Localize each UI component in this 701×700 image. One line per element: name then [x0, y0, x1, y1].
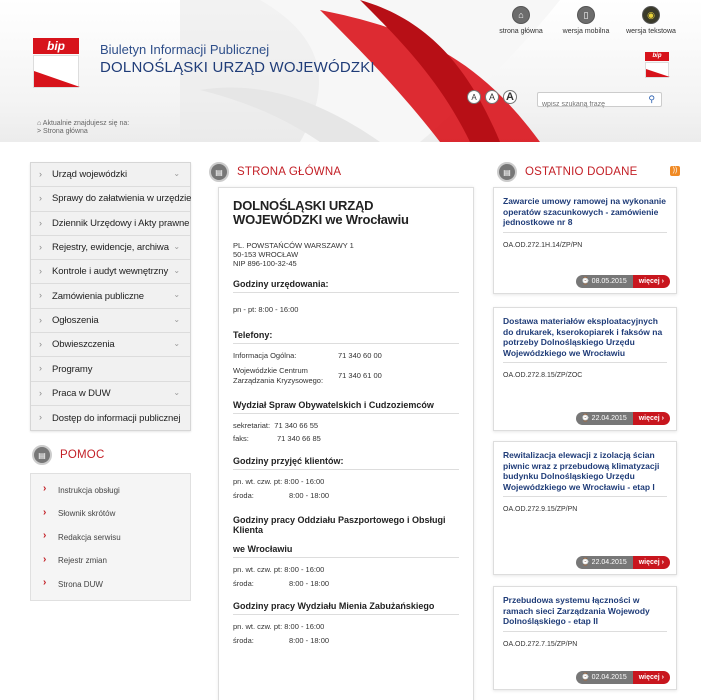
zab-title: Godziny pracy Wydziału Mienia Zabużańskiego [233, 601, 459, 615]
more-button[interactable]: więcej › [633, 556, 670, 569]
chevron-right-icon: › [39, 387, 42, 398]
home-section-icon: ▤ [209, 162, 229, 182]
dept-fax: faks: 71 340 66 85 [233, 434, 321, 443]
home-icon: ⌂ [512, 6, 530, 24]
chevron-down-icon: ⌄ [173, 241, 180, 251]
text-version-link[interactable] [621, 6, 681, 35]
recent-card-signature: OA.OD.272.9.15/ZP/PN [503, 506, 578, 513]
nav-item-kontrole[interactable]: › Kontrole i audyt wewnętrzny ⌄ [31, 260, 190, 284]
home-small-icon: ⌂ [37, 120, 43, 127]
main-nav [30, 162, 191, 431]
font-large-button[interactable]: A [503, 90, 517, 104]
header [0, 0, 701, 142]
home-link-label: strona główna [499, 28, 543, 35]
recent-card-signature: OA.OD.272.1H.14/ZP/PN [503, 241, 583, 249]
recent-section-icon: ▤ [497, 162, 517, 182]
help-item-strona-duw[interactable]: › Strona DUW [43, 577, 103, 589]
nav-item-obwieszczenia[interactable]: › Obwieszczenia ⌄ [31, 333, 190, 357]
breadcrumb-label: Aktualnie znajdujesz się na: [42, 120, 130, 127]
chevron-down-icon: ⌄ [173, 314, 180, 324]
chevron-right-icon: › [39, 217, 42, 228]
recent-card-date: ⌚ 22.04.2015 [576, 412, 633, 425]
hours-title: Godziny urzędowania: [233, 279, 459, 293]
nav-item-programy[interactable]: › Programy [31, 357, 190, 381]
recent-card-date: ⌚ 08.05.2015 [576, 275, 633, 288]
chevron-right-icon: › [43, 483, 47, 495]
chevron-right-icon: › [39, 411, 42, 422]
eye-icon: ◉ [642, 6, 660, 24]
chevron-right-icon: › [43, 506, 47, 518]
font-medium-button[interactable]: A [485, 90, 499, 104]
nav-item-urzad[interactable]: › Urząd wojewódzki ⌄ [31, 163, 190, 187]
chevron-right-icon: › [39, 266, 42, 277]
bip-small-flag-icon [645, 62, 669, 78]
search-input[interactable] [538, 98, 638, 111]
more-button[interactable]: więcej › [633, 412, 670, 425]
clients-days1: pn. wt. czw. pt: 8:00 - 16:00 [233, 477, 325, 486]
site-subtitle: Biuletyn Informacji Publicznej [100, 42, 270, 57]
recent-card [493, 307, 677, 431]
help-item-slownik[interactable]: › Słownik skrótów [43, 506, 116, 519]
zab-days1: pn. wt. czw. pt: 8:00 - 16:00 [233, 622, 325, 631]
recent-card-date: ⌚ 22.04.2015 [576, 556, 633, 569]
bip-flag-icon [33, 55, 79, 88]
nav-item-ogloszenia[interactable]: › Ogłoszenia ⌄ [31, 309, 190, 333]
dept-secretariat: sekretariat: 71 340 66 55 [233, 421, 319, 430]
recent-card-footer [576, 671, 670, 684]
bip-small-logo[interactable] [645, 52, 669, 78]
passport-title: Godziny pracy Oddziału Paszportowego i Obsługi Klienta [233, 515, 446, 535]
chevron-down-icon: ⌄ [173, 266, 180, 276]
chevron-right-icon: › [43, 577, 47, 589]
text-link-label: wersja tekstowa [626, 28, 676, 35]
phone-row-general: Informacja Ogólna: 71 340 60 00 [233, 351, 382, 360]
chevron-right-icon: › [43, 530, 47, 542]
more-button[interactable]: więcej › [633, 671, 670, 684]
help-section-title: POMOC [60, 449, 105, 462]
sidebar [30, 162, 191, 601]
chevron-down-icon: ⌄ [173, 387, 180, 397]
main-content [218, 187, 474, 700]
help-list [30, 473, 191, 601]
zab-days2: środa: 8:00 - 18:00 [233, 636, 330, 645]
more-button[interactable]: więcej › [633, 275, 670, 288]
chevron-down-icon: ⌄ [173, 339, 180, 349]
passport-days1: pn. wt. czw. pt: 8:00 - 16:00 [233, 565, 325, 574]
nav-item-zamowienia[interactable]: › Zamówienia publiczne ⌄ [31, 284, 190, 308]
phones-title: Telefony: [233, 330, 459, 344]
recent-section-header [497, 160, 637, 184]
office-address: PL. POWSTAŃCÓW WARSZAWY 1 50-153 WROCŁAW NIP 896-100-32-45 [233, 241, 354, 268]
passport-days2: środa: 8:00 - 18:00 [233, 579, 330, 588]
chevron-down-icon: ⌄ [173, 290, 180, 300]
help-section-header [32, 443, 191, 467]
rss-icon[interactable]: )) [670, 166, 680, 176]
recent-card-title[interactable]: Przebudowa systemu łączności w ramach sieci Zarządzania Wojewody Dolnośląskiego - etap II [503, 595, 667, 632]
chevron-right-icon: › [39, 290, 42, 301]
recent-card-title[interactable]: Dostawa materiałów eksploatacyjnych do drukarek, kserokopiarek i faksów na potrzeby Dolnośląskiego Urzędu Wojewódzkiego we Wrocławiu [503, 316, 667, 363]
home-link[interactable] [491, 6, 551, 35]
chevron-right-icon: › [39, 241, 42, 252]
help-item-instrukcja[interactable]: › Instrukcja obsługi [43, 483, 120, 495]
breadcrumb-path[interactable]: > Strona główna [37, 128, 88, 135]
recent-section-title: OSTATNIO DODANE [525, 166, 638, 178]
mobile-version-link[interactable] [556, 6, 616, 35]
chevron-down-icon: ⌄ [173, 169, 180, 178]
chevron-right-icon: › [43, 553, 47, 565]
mobile-icon: ▯ [577, 6, 595, 24]
recent-card-signature: OA.OD.272.8.15/ZP/ZOC [503, 372, 583, 379]
bip-small-logo-text: bip [645, 52, 669, 61]
recent-card-footer [576, 412, 670, 425]
recent-card-title[interactable]: Rewitalizacja elewacji z izolacją ścian piwnic wraz z przebudową klimatyzacji budynku Dolnośląskiego Urzędu Wojewódzkiego we Wrocławiu - etap I [503, 450, 667, 497]
help-icon: ▤ [32, 445, 52, 465]
recent-card [493, 441, 677, 575]
search-icon[interactable]: ⚲ [648, 94, 655, 104]
nav-item-sprawy[interactable]: › Sprawy do załatwienia w urzędzie [31, 187, 190, 211]
chevron-right-icon: › [39, 314, 42, 325]
recent-card [493, 187, 677, 294]
chevron-right-icon: › [39, 363, 42, 374]
recent-card-footer [576, 556, 670, 569]
chevron-right-icon: › [39, 193, 42, 204]
search-box [537, 92, 662, 107]
nav-item-dostep[interactable]: › Dostęp do informacji publicznej [39, 411, 181, 424]
nav-item-praca[interactable]: › Praca w DUW ⌄ [31, 382, 190, 406]
dept-title: Wydział Spraw Obywatelskich i Cudzoziemców [233, 400, 459, 414]
help-item-redakcja[interactable]: › Redakcja serwisu [43, 530, 121, 542]
passport-subtitle: we Wrocławiu [233, 544, 459, 558]
phone-row-crisis: Wojewódzkie Centrum Zarządzania Kryzysowego: 71 340 61 00 [233, 366, 382, 385]
recent-card-title[interactable]: Zawarcie umowy ramowej na wykonanie operatów szacunkowych - zamówienie jednostkowe nr 8 [503, 196, 667, 233]
font-small-button[interactable]: A [467, 90, 481, 104]
chevron-right-icon: › [39, 339, 42, 350]
clients-days2: środa: 8:00 - 18:00 [233, 491, 330, 500]
recent-card [493, 586, 677, 690]
mobile-link-label: wersja mobilna [562, 28, 610, 35]
site-title[interactable]: DOLNOŚLĄSKI URZĄD WOJEWÓDZKI [100, 59, 375, 76]
recent-card-date: ⌚ 02.04.2015 [576, 671, 633, 684]
bip-logo[interactable] [33, 38, 79, 90]
bip-logo-text: bip [33, 38, 79, 54]
chevron-right-icon: › [39, 169, 42, 179]
main-section-title: STRONA GŁÓWNA [237, 166, 342, 178]
breadcrumb [37, 120, 129, 136]
hours-value: pn - pt: 8:00 - 16:00 [233, 305, 299, 314]
nav-item-rejestry[interactable]: › Rejestry, ewidencje, archiwa ⌄ [31, 236, 190, 260]
help-item-rejestr[interactable]: › Rejestr zmian [43, 553, 107, 566]
recent-card-signature: OA.OD.272.7.15/ZP/PN [503, 640, 578, 648]
office-title: DOLNOŚLĄSKI URZĄD WOJEWÓDZKI we Wrocławiu [233, 198, 409, 227]
recent-card-footer [576, 275, 670, 288]
main-section-header [209, 160, 341, 184]
clients-title: Godziny przyjęć klientów: [233, 456, 459, 470]
nav-item-dziennik[interactable]: › Dziennik Urzędowy i Akty prawne [31, 212, 190, 236]
